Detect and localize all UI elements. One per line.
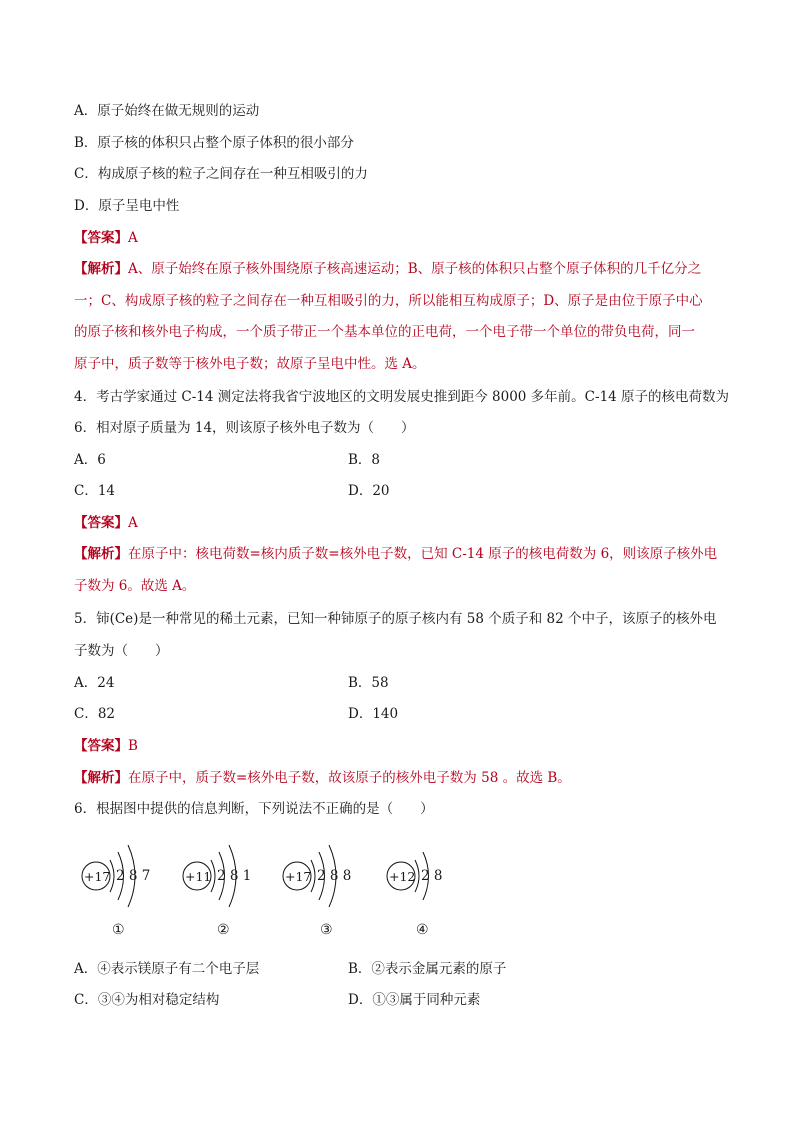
answer-tag: 【答案】 bbox=[74, 515, 128, 531]
analysis-line: 在原子中：核电荷数=核内质子数=核外电子数，已知 C-14 原子的核电荷数为 6，则该原子核外电 bbox=[128, 546, 718, 562]
diagram-label-4: ④ bbox=[416, 922, 429, 938]
analysis-tag: 【解析】 bbox=[74, 261, 128, 277]
diagram-label-2: ② bbox=[217, 922, 230, 938]
nucleus-charge: +12 bbox=[389, 869, 416, 884]
q6-option-b: B．②表示金属元素的原子 bbox=[348, 961, 507, 977]
q3-option-a: A．原子始终在做无规则的运动 bbox=[74, 103, 260, 119]
q4-option-a: A．6 bbox=[74, 452, 106, 468]
electron-shells: 2 8 7 bbox=[116, 868, 151, 884]
atom-diagram-2 bbox=[181, 835, 271, 905]
q4-stem-line: 4．考古学家通过 C-14 测定法将我省宁波地区的文明发展史推到距今 8000 多年前。C-14 原子的核电荷数为 bbox=[74, 389, 730, 405]
q4-option-c: C．14 bbox=[74, 483, 116, 499]
analysis-line: 的原子核和核外电子构成，一个质子带正一个基本单位的正电荷，一个电子带一个单位的带负电荷，同一 bbox=[74, 324, 695, 340]
q4-option-d: D．20 bbox=[348, 483, 390, 499]
q6-option-c: C．③④为相对稳定结构 bbox=[74, 992, 220, 1008]
electron-shells: 2 8 1 bbox=[217, 868, 252, 884]
q4-option-b: B．8 bbox=[348, 452, 381, 468]
atom-diagram-3 bbox=[281, 835, 371, 905]
nucleus-charge: +17 bbox=[285, 869, 312, 884]
analysis-line: 原子中，质子数等于核外电子数；故原子呈电中性。选 A。 bbox=[74, 355, 426, 372]
q5-stem-line: 5．铈(Ce)是一种常见的稀土元素，已知一种铈原子的原子核内有 58 个质子和 82 个中子，该原子的核外电 bbox=[74, 611, 717, 627]
diagram-label-1: ① bbox=[112, 922, 125, 938]
q4-stem-line: 6．相对原子质量为 14，则该原子核外电子数为（ ） bbox=[74, 420, 415, 436]
q6-stem: 6．根据图中提供的信息判断，下列说法不正确的是（ ） bbox=[74, 801, 434, 817]
q3-option-b: B．原子核的体积只占整个原子体积的很小部分 bbox=[74, 135, 354, 151]
q4-answer bbox=[74, 513, 138, 533]
answer-value: A bbox=[128, 515, 138, 531]
electron-shells: 2 8 bbox=[421, 868, 443, 884]
analysis-line: 在原子中，质子数=核外电子数，故该原子的核外电子数为 58 。故选 B。 bbox=[128, 770, 571, 786]
answer-value: B bbox=[128, 738, 138, 754]
q3-analysis bbox=[74, 254, 726, 380]
analysis-tag: 【解析】 bbox=[74, 770, 128, 786]
analysis-tag: 【解析】 bbox=[74, 546, 128, 562]
answer-tag: 【答案】 bbox=[74, 230, 128, 246]
q3-option-d: D．原子呈电中性 bbox=[74, 198, 180, 214]
analysis-line: A、原子始终在原子核外围绕原子核高速运动；B、原子核的体积只占整个原子体积的几千亿分之 bbox=[128, 261, 702, 277]
electron-shells: 2 8 8 bbox=[317, 868, 352, 884]
analysis-line: 子数为 6。故选 A。 bbox=[74, 577, 196, 594]
q3-answer bbox=[74, 228, 138, 248]
nucleus-charge: +11 bbox=[185, 869, 212, 884]
q5-option-d: D．140 bbox=[348, 706, 399, 722]
q5-analysis bbox=[74, 768, 571, 788]
answer-value: A bbox=[128, 230, 138, 246]
q6-option-d: D．①③属于同种元素 bbox=[348, 992, 481, 1008]
q5-option-a: A．24 bbox=[74, 675, 115, 691]
nucleus-charge: +17 bbox=[84, 869, 111, 884]
q5-option-b: B．58 bbox=[348, 675, 389, 691]
atom-diagram-4 bbox=[385, 835, 475, 905]
q5-answer bbox=[74, 736, 138, 756]
answer-tag: 【答案】 bbox=[74, 738, 128, 754]
diagram-label-3: ③ bbox=[320, 922, 333, 938]
atom-diagram-1 bbox=[80, 835, 170, 905]
q6-option-a: A．④表示镁原子有二个电子层 bbox=[74, 961, 260, 977]
q5-option-c: C．82 bbox=[74, 706, 116, 722]
analysis-line: 一；C、构成原子核的粒子之间存在一种互相吸引的力，所以能相互构成原子；D、原子是由位于原子中心 bbox=[74, 292, 703, 309]
q4-analysis bbox=[74, 539, 726, 602]
q5-stem-line: 子数为（ ） bbox=[74, 643, 169, 659]
q3-option-c: C．构成原子核的粒子之间存在一种互相吸引的力 bbox=[74, 166, 368, 182]
